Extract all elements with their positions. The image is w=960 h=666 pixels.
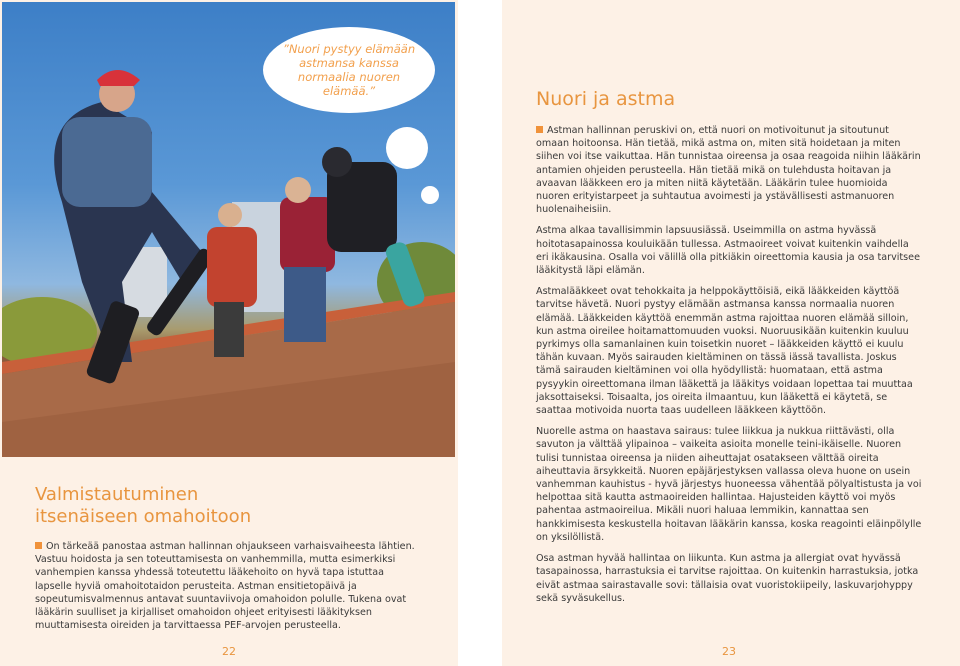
bullet-square-icon [35, 542, 42, 549]
paragraph: Astma alkaa tavallisimmin lapsuusiässä. Useimmilla on astma hyvässä hoitotasapainossa kouluikään tullessa. Astmaoireet voivat kuitenkin vaihdella eri ikäkausina. Osalla voi välillä olla pitkiäkin oireettomia kausia ja osa tarvitsee lääkitystä läpi elämän. [536, 225, 920, 277]
quote-text: ”Nuori pystyy elämään astmansa kanssa normaalia nuoren elämää.” [282, 42, 416, 98]
paragraph: Osa astman hyvää hallintaa on liikunta. Kun astma ja allergiat ovat hyvässä tasapainossa, harrastuksia ei tarvitse rajoittaa. On kuitenkin harrastuksia, jotka eivät astmaa sairastavalle sovi: tällaisia ovat vuoristokiipeily, laskuvarjohyppy sekä syväsukellus. [536, 553, 919, 604]
paragraph: Astmalääkkeet ovat tehokkaita ja helppokäyttöisiä, eikä lääkkeiden käyttöä tarvitse hävetä. Nuori pystyy elämään astmansa kanssa normaalia nuoren elämää. Lääkkeiden käyttöä enemmän astma rajoittaa nuoren elämää silloin, kun astma oireilee hoitamattomuuden vuoksi. Nuoruusikään kuitenkin kuuluu pyrkimys olla samanlainen kuin toisetkin nuoret – lääkkeiden käyttö ei kuulu tähän kuvaan. Myös sairauden kieltäminen on tässä iässä tavallista. Joskus tämä sairauden kieltäminen voi olla hyödyllistä: huomataan, että astma pysyykin oireettomana ilman lääkettä ja lääkitys voidaan lopettaa tai muuttaa jaksottaiseksi. Toisaalta, jos oireita ilmaantuu, kun lääkettä ei käytetä, se saattaa motivoida nuorta taas uudelleen lääkkeen käyttöön. [536, 286, 913, 417]
paragraph: Nuorelle astma on haastava sairaus: tulee liikkua ja nukkua riittävästi, olla savuton ja välttää ylipainoa – vaikeita asioita monelle teini-ikäiselle. Nuoren tulisi tunnistaa oireensa ja niiden aiheuttajat osatakseen välttää oireita aiheuttavia ärsykkeitä. Nuoren epäjärjestyksen vallassa oleva huone on usein vanhemman kauhistus - hyvä järjestys huoneessa vähentää pölyaltistusta ja voi helpottaa sitä kautta astmaoireiden hallintaa. Hajusteiden käyttö voi myös pahentaa astmaoireilua. Mikäli nuori haluaa lemmikin, kannattaa sen hankkimisesta keskustella hoitavan lääkärin kanssa, koska reagointi eläinpölylle on yksilöllistä. [536, 426, 922, 543]
page-number-left: 22 [222, 645, 236, 658]
section-title-line2: itsenäiseen omahoitoon [35, 506, 252, 527]
thought-bubble-dot-small [421, 186, 439, 204]
bullet-square-icon [536, 126, 543, 133]
left-page [0, 0, 458, 666]
paragraph-text: Astman hallinnan peruskivi on, että nuori on motivoitunut ja sitoutunut omaan hoitoonsa. Hän tietää, mikä astma on, miten sitä hoidetaan ja miten siihen voi itse vaikuttaa. Hän tunnistaa oireensa ja osaa reagoida niihin lääkärin antamien ohjeiden perusteella. Hän tietää mikä on tulehdusta hoitavan ja avaavan lääkkeen ero ja miten niitä käytetään. Lääkärin tulee huomioida nuoren erityistarpeet ja suhtautua avoimesti ja ystävällisesti astmanuoren huolenaiheisiin. [536, 125, 921, 216]
right-body-column [536, 124, 922, 613]
section-title [35, 484, 435, 528]
section-title-line1: Valmistautuminen [35, 484, 199, 505]
right-page-title: Nuori ja astma [536, 88, 676, 110]
paragraph [536, 124, 922, 216]
page-number-right: 23 [722, 645, 736, 658]
left-body-text: On tärkeää panostaa astman hallinnan ohjaukseen varhaisvaiheesta lähtien. Vastuu hoidosta ja sen toteuttamisesta on vanhemmilla, mutta esimerkiksi vanhempien kanssa yhdessä toteutettu lääkehoito on hyvä tapa istuttaa lapselle hyviä omahoitotaidon perusteita. Astman ensitietopäivä ja sopeutumisvalmennus antavat suuntaviivoja omahoidon polulle. Tukena ovat lääkärin suulliset ja kirjalliset omahoidon ohjeet erityisesti lääkityksen muuttamisesta oireiden ja tarvittaessa PEF-arvojen perusteella. [35, 541, 415, 632]
left-body-paragraph [35, 540, 420, 632]
quote-bubble [263, 27, 435, 113]
thought-bubble-dot-large [386, 127, 428, 169]
